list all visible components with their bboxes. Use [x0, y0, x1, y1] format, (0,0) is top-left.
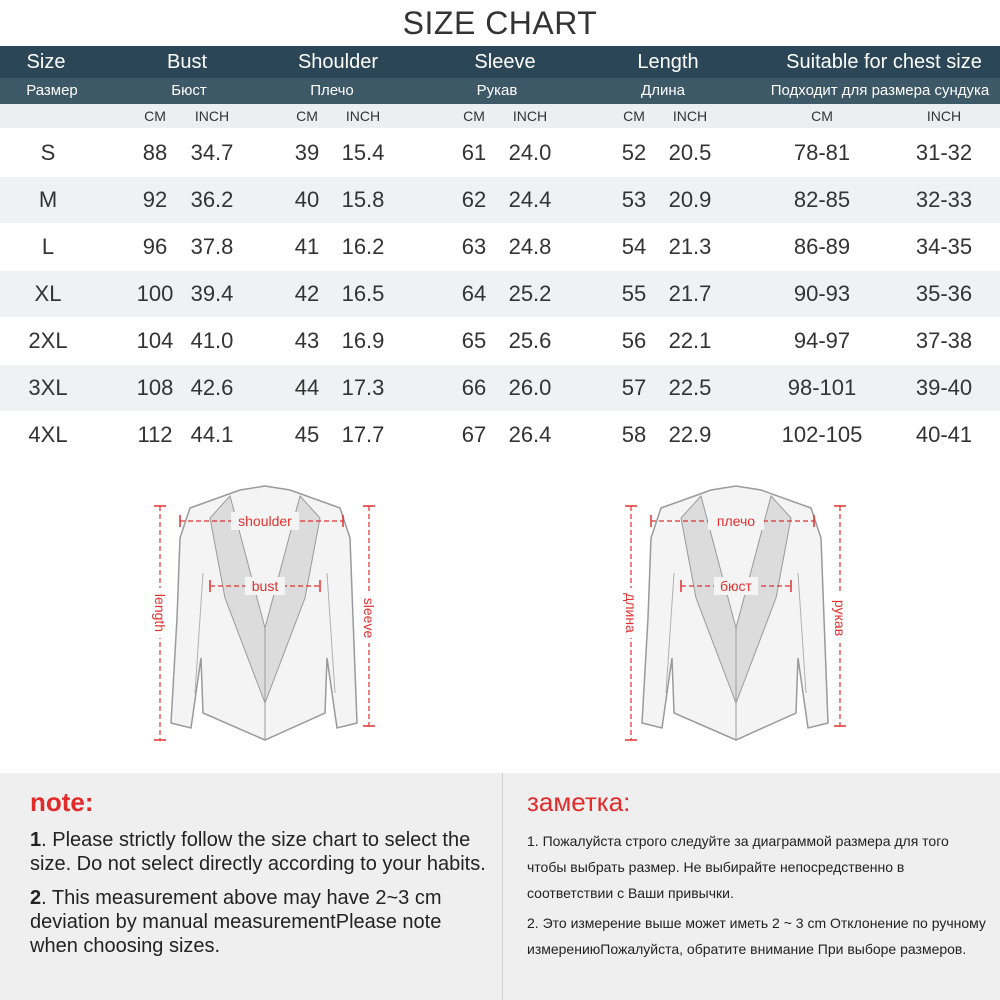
cell-length-cm: 58 — [621, 422, 647, 447]
cell-size: XL — [34, 281, 62, 306]
note-paragraph-1: 1. Please strictly follow the size chart to select the size. Do not select directly according to your habits. — [30, 829, 486, 875]
cell-length-inch: 22.5 — [668, 375, 712, 400]
unit-label: CM — [144, 108, 166, 124]
unit-label: CM — [623, 108, 645, 124]
cell-shoulder-inch: 17.3 — [341, 375, 385, 400]
unit-row — [0, 104, 1000, 128]
cell-sleeve-inch: 26.4 — [508, 422, 552, 447]
page-title: SIZE CHART — [402, 5, 598, 41]
header-length-ru: Длина — [641, 82, 685, 99]
cell-size: M — [38, 187, 58, 212]
cell-bust-inch: 44.1 — [190, 422, 234, 447]
cell-chest-inch: 32-33 — [915, 187, 973, 212]
jacket-illustration — [606, 478, 866, 748]
note-title: заметка: — [527, 787, 631, 817]
note-paragraph-1: 1. Пожалуйста строго следуйте за диаграммой размера для того чтобы выбрать размер. Не выбирайте непосредственно в соответствии с Ваши привычки. — [527, 833, 949, 901]
cell-chest-cm: 98-101 — [787, 375, 857, 400]
table-row — [0, 224, 1000, 270]
cell-shoulder-cm: 43 — [294, 328, 320, 353]
cell-length-inch: 20.5 — [668, 140, 712, 165]
note-paragraph-2: 2. Это измерение выше может иметь 2 ~ 3 cm Отклонение по ручному измерениюПожалуйста, обратите внимание При выборе размеров. — [527, 915, 986, 957]
note-title: note: — [30, 787, 94, 817]
cell-shoulder-inch: 15.8 — [341, 187, 385, 212]
cell-bust-cm: 96 — [142, 234, 168, 259]
table-row — [0, 365, 1000, 411]
unit-label: CM — [811, 108, 833, 124]
cell-chest-inch: 35-36 — [915, 281, 973, 306]
cell-bust-inch: 39.4 — [190, 281, 234, 306]
cell-sleeve-cm: 64 — [461, 281, 487, 306]
notes-divider — [502, 773, 503, 1000]
shoulder-label: shoulder — [238, 513, 292, 529]
cell-bust-cm: 108 — [136, 375, 174, 400]
cell-bust-inch: 37.8 — [190, 234, 234, 259]
table-row — [0, 130, 1000, 176]
cell-sleeve-inch: 24.4 — [508, 187, 552, 212]
sleeve-label: рукав — [832, 599, 848, 637]
cell-length-cm: 57 — [621, 375, 647, 400]
cell-bust-cm: 112 — [137, 422, 173, 447]
note-russian — [527, 787, 987, 962]
table-row — [0, 271, 1000, 317]
unit-label: INCH — [672, 108, 708, 124]
cell-length-inch: 22.9 — [668, 422, 712, 447]
cell-chest-inch: 34-35 — [915, 234, 973, 259]
unit-label: INCH — [926, 108, 962, 124]
cell-chest-inch: 39-40 — [915, 375, 973, 400]
cell-sleeve-inch: 24.0 — [508, 140, 552, 165]
cell-length-cm: 56 — [621, 328, 647, 353]
cell-size: L — [41, 234, 55, 259]
cell-chest-inch: 37-38 — [915, 328, 973, 353]
cell-length-cm: 53 — [621, 187, 647, 212]
header-row-russian — [0, 78, 1000, 104]
cell-sleeve-inch: 26.0 — [508, 375, 552, 400]
header-bust: Bust — [166, 51, 208, 73]
note-english — [30, 787, 490, 958]
header-row-english — [0, 46, 1000, 78]
cell-shoulder-inch: 16.9 — [341, 328, 385, 353]
cell-chest-cm: 86-89 — [793, 234, 851, 259]
garment-diagram-english — [135, 478, 395, 748]
unit-label: CM — [463, 108, 485, 124]
cell-length-inch: 21.3 — [668, 234, 712, 259]
unit-label: INCH — [194, 108, 230, 124]
cell-bust-inch: 41.0 — [190, 328, 234, 353]
cell-chest-cm: 102-105 — [781, 422, 863, 447]
cell-bust-cm: 92 — [142, 187, 168, 212]
cell-shoulder-cm: 41 — [294, 234, 320, 259]
cell-size: 3XL — [28, 375, 68, 400]
cell-shoulder-cm: 40 — [294, 187, 320, 212]
shoulder-label: плечо — [716, 513, 756, 529]
cell-length-cm: 54 — [621, 234, 647, 259]
length-label: length — [152, 593, 168, 633]
cell-bust-cm: 104 — [136, 328, 174, 353]
cell-sleeve-inch: 25.2 — [508, 281, 552, 306]
header-size-ru: Размер — [26, 82, 78, 99]
cell-bust-inch: 36.2 — [190, 187, 234, 212]
table-row — [0, 318, 1000, 364]
cell-bust-cm: 88 — [142, 140, 168, 165]
header-sleeve-ru: Рукав — [476, 82, 518, 99]
cell-chest-cm: 90-93 — [793, 281, 851, 306]
cell-sleeve-cm: 63 — [461, 234, 487, 259]
cell-chest-cm: 94-97 — [793, 328, 851, 353]
garment-diagram-russian — [606, 478, 866, 748]
cell-length-cm: 55 — [621, 281, 647, 306]
cell-sleeve-cm: 62 — [461, 187, 487, 212]
cell-sleeve-cm: 66 — [461, 375, 487, 400]
cell-chest-cm: 78-81 — [793, 140, 851, 165]
bust-label: bust — [251, 578, 279, 594]
cell-size: 4XL — [28, 422, 68, 447]
cell-shoulder-cm: 42 — [294, 281, 320, 306]
table-row — [0, 412, 1000, 458]
length-label: длина — [623, 593, 639, 633]
unit-label: CM — [296, 108, 318, 124]
bust-label: бюст — [720, 578, 752, 594]
cell-shoulder-cm: 44 — [294, 375, 320, 400]
cell-shoulder-inch: 16.5 — [341, 281, 385, 306]
cell-size: S — [40, 140, 56, 165]
header-sleeve: Sleeve — [474, 51, 536, 73]
table-row — [0, 177, 1000, 223]
cell-sleeve-inch: 24.8 — [508, 234, 552, 259]
cell-chest-inch: 40-41 — [915, 422, 973, 447]
cell-length-inch: 20.9 — [668, 187, 712, 212]
note-paragraph-2: 2. This measurement above may have 2~3 cm deviation by manual measurementPlease note when choosing sizes. — [30, 887, 442, 957]
header-chest-ru: Подходит для размера сундука — [770, 82, 990, 99]
notes-section — [0, 773, 1000, 1000]
cell-length-inch: 21.7 — [668, 281, 712, 306]
header-chest: Suitable for chest size — [786, 51, 982, 73]
cell-length-inch: 22.1 — [668, 328, 712, 353]
jacket-illustration — [135, 478, 395, 748]
cell-shoulder-inch: 15.4 — [341, 140, 385, 165]
cell-sleeve-cm: 65 — [461, 328, 487, 353]
cell-length-cm: 52 — [621, 140, 647, 165]
header-size: Size — [26, 51, 66, 73]
cell-bust-cm: 100 — [136, 281, 174, 306]
cell-sleeve-cm: 61 — [461, 140, 487, 165]
sleeve-label: sleeve — [361, 597, 377, 639]
cell-shoulder-cm: 45 — [294, 422, 320, 447]
cell-bust-inch: 42.6 — [190, 375, 234, 400]
cell-size: 2XL — [28, 328, 68, 353]
cell-shoulder-inch: 16.2 — [341, 234, 385, 259]
unit-label: INCH — [512, 108, 548, 124]
header-length: Length — [637, 51, 699, 73]
cell-chest-inch: 31-32 — [915, 140, 973, 165]
cell-sleeve-inch: 25.6 — [508, 328, 552, 353]
header-shoulder: Shoulder — [297, 51, 379, 73]
cell-shoulder-inch: 17.7 — [341, 422, 385, 447]
header-shoulder-ru: Плечо — [310, 82, 354, 99]
unit-label: INCH — [345, 108, 381, 124]
cell-shoulder-cm: 39 — [294, 140, 320, 165]
cell-chest-cm: 82-85 — [793, 187, 851, 212]
header-bust-ru: Бюст — [171, 82, 207, 99]
cell-bust-inch: 34.7 — [190, 140, 234, 165]
cell-sleeve-cm: 67 — [461, 422, 487, 447]
